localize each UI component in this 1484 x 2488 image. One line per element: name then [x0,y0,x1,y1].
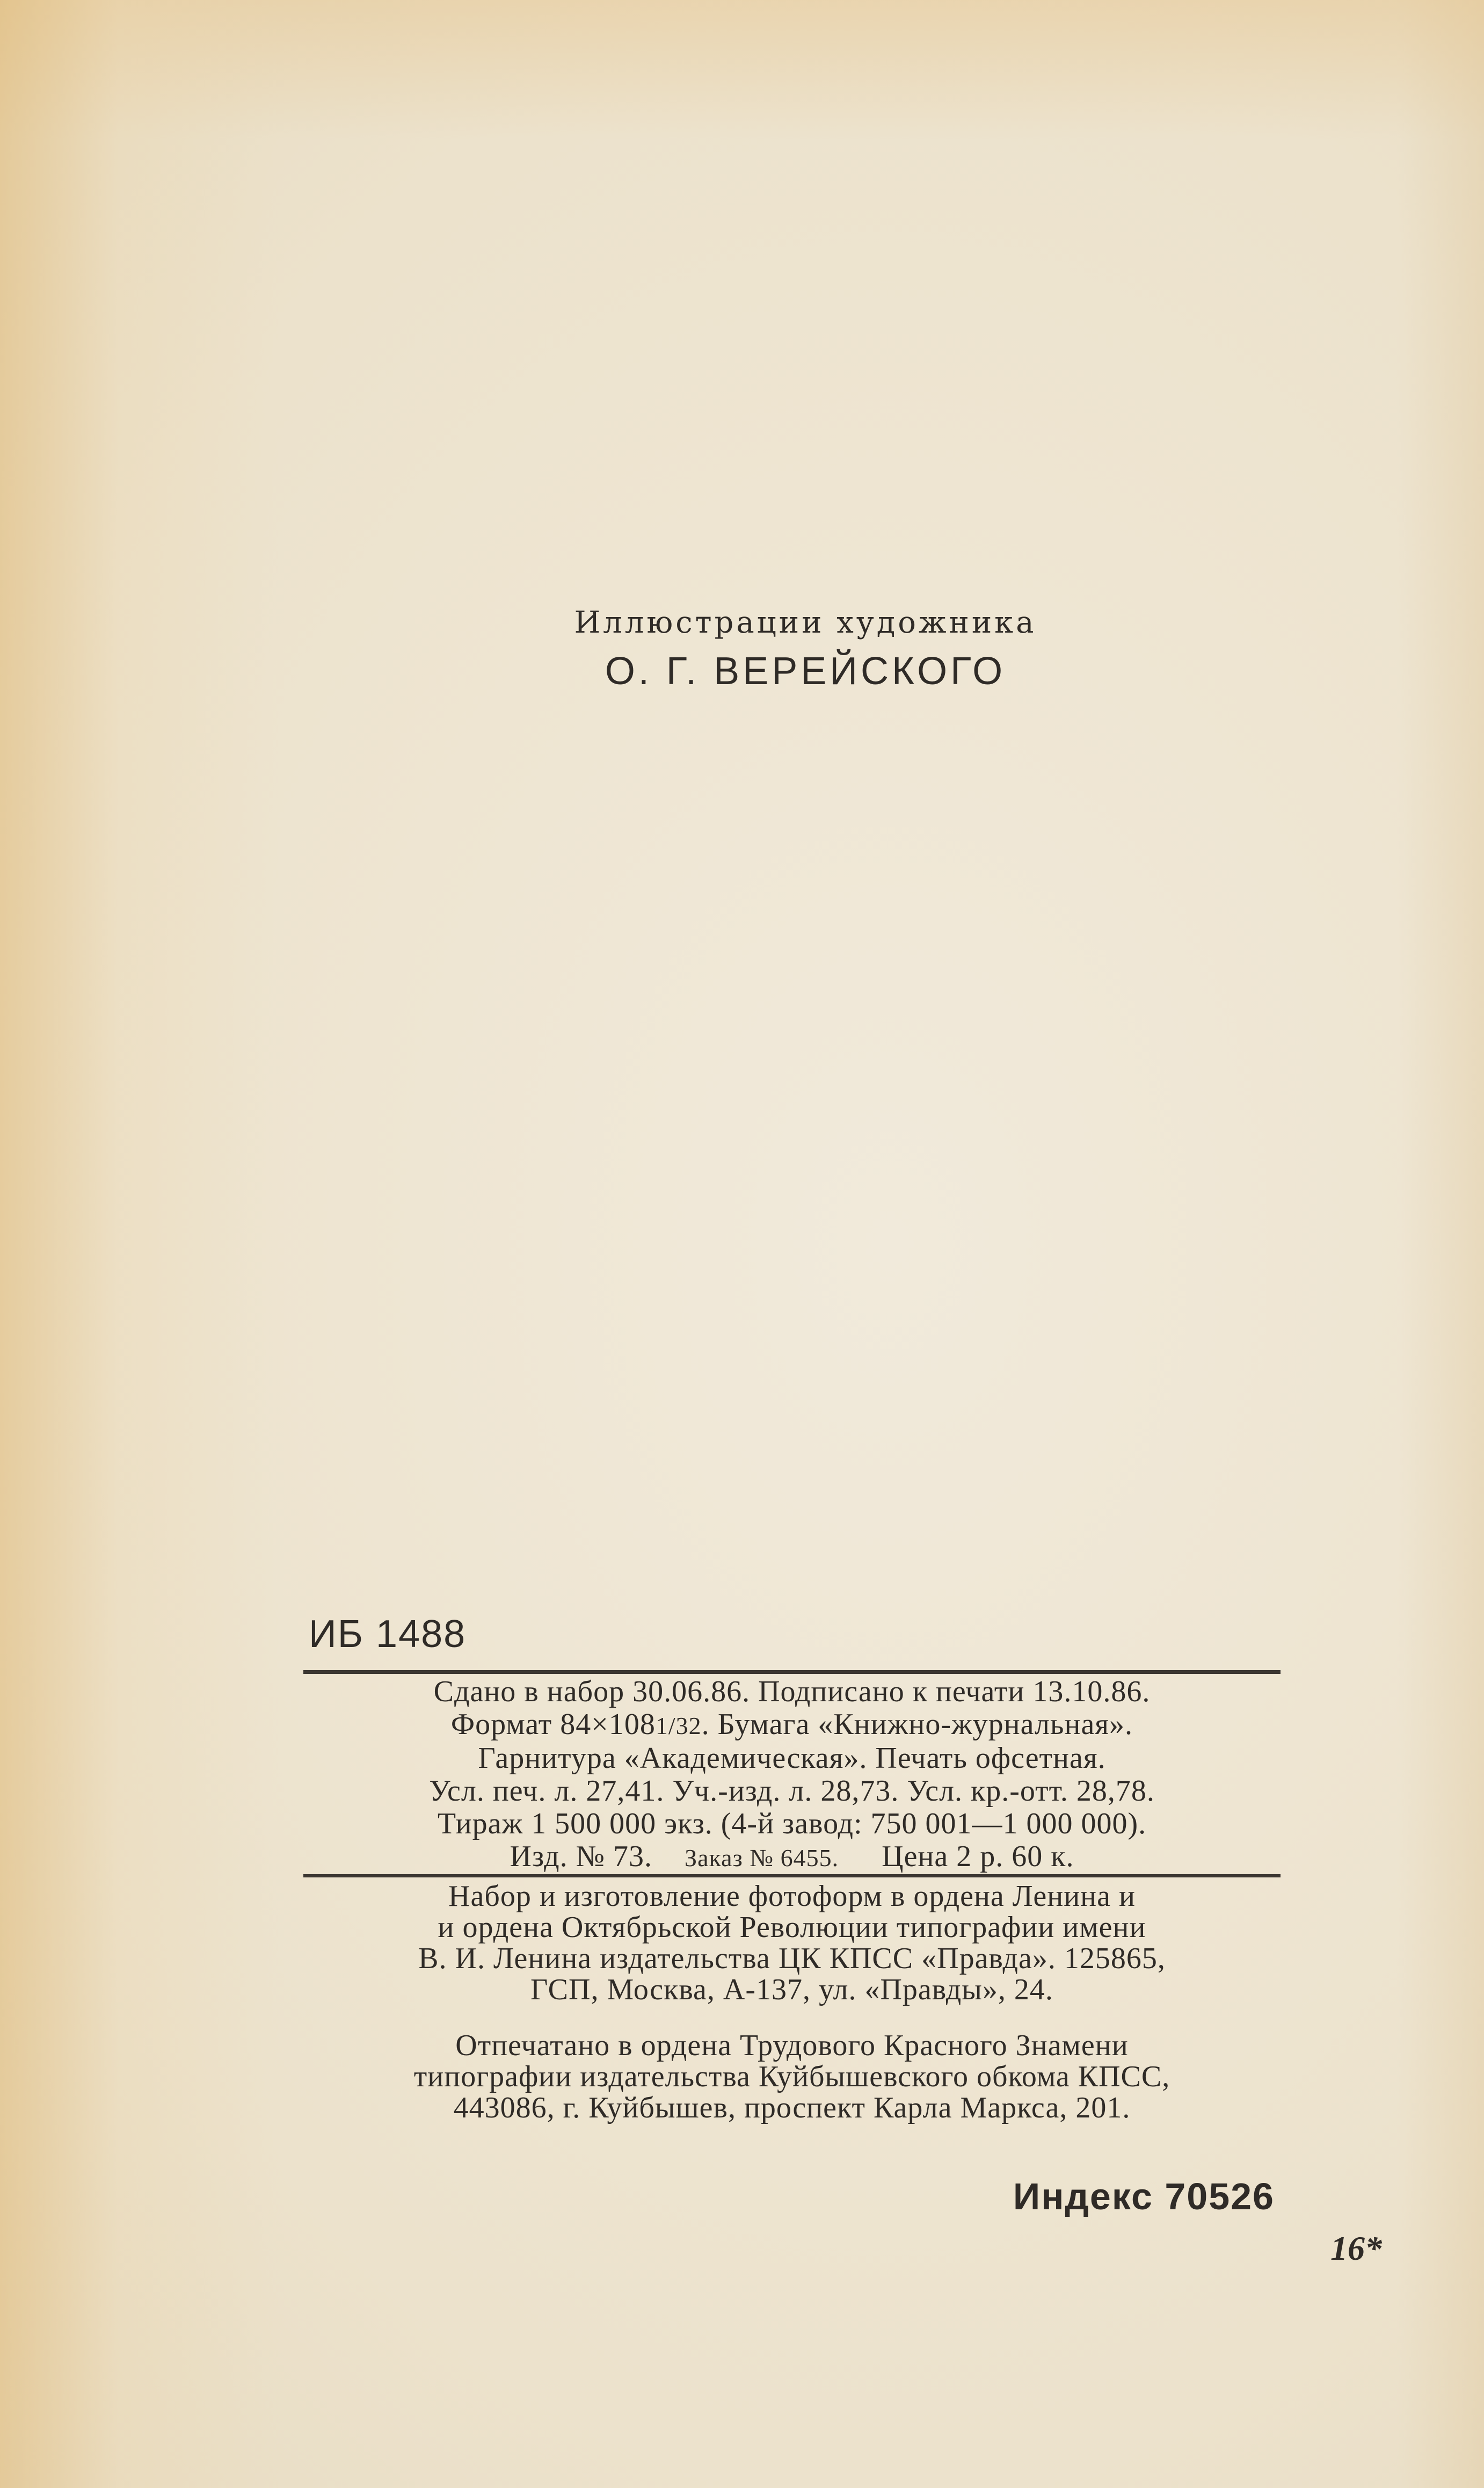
printing-line-2: типографии издательства Куйбышевского обкома КПСС, [413,2060,1170,2093]
specs-line-1: Сдано в набор 30.06.86. Подписано к печати 13.10.86. [433,1675,1151,1708]
artist-name: О. Г. ВЕРЕЙСКОГО [605,650,1006,693]
specs-line-3: Гарнитура «Академическая». Печать офсетная. [478,1742,1106,1775]
print-specifications [303,1675,1281,1874]
ib-number: ИБ 1488 [309,1613,467,1656]
format-prefix: Формат 84×108 [450,1708,656,1741]
signature-mark: 16* [1330,2229,1382,2267]
specs-line-5: Тираж 1 500 000 экз. (4-й завод: 750 001—1 000 000). [437,1807,1147,1840]
top-rule [303,1670,1281,1674]
printing-credit [303,2030,1281,2123]
typesetting-credit [303,1881,1281,2005]
printing-line-3: 443086, г. Куйбышев, проспект Карла Маркса, 201. [453,2091,1131,2124]
typesetting-line-4: ГСП, Москва, А-137, ул. «Правды», 24. [530,1973,1053,2006]
typesetting-line-1: Набор и изготовление фотоформ в ордена Ленина и [448,1880,1136,1913]
format-fraction: 1/32 [655,1712,702,1739]
illustrations-label: Иллюстрации художника [574,605,1037,640]
specs-line-2 [303,1708,1281,1742]
middle-rule [303,1874,1281,1877]
price: Цена 2 р. 60 к. [882,1840,1074,1873]
edition-number: Изд. № 73. [510,1840,653,1873]
illustrations-credit [537,601,1074,698]
order-number: Заказ № 6455. [685,1844,839,1872]
format-suffix: . Бумага «Книжно-журнальная». [701,1708,1133,1741]
typesetting-line-2: и ордена Октябрьской Революции типографии имени [438,1911,1146,1944]
typesetting-line-3: В. И. Ленина издательства ЦК КПСС «Правда». 125865, [418,1942,1166,1975]
specs-line-6 [303,1840,1281,1874]
catalog-index: Индекс 70526 [1013,2175,1275,2217]
specs-line-4: Усл. печ. л. 27,41. Уч.-изд. л. 28,73. Усл. кр.-отт. 28,78. [429,1774,1155,1808]
printing-line-1: Отпечатано в ордена Трудового Красного Знамени [455,2029,1129,2062]
